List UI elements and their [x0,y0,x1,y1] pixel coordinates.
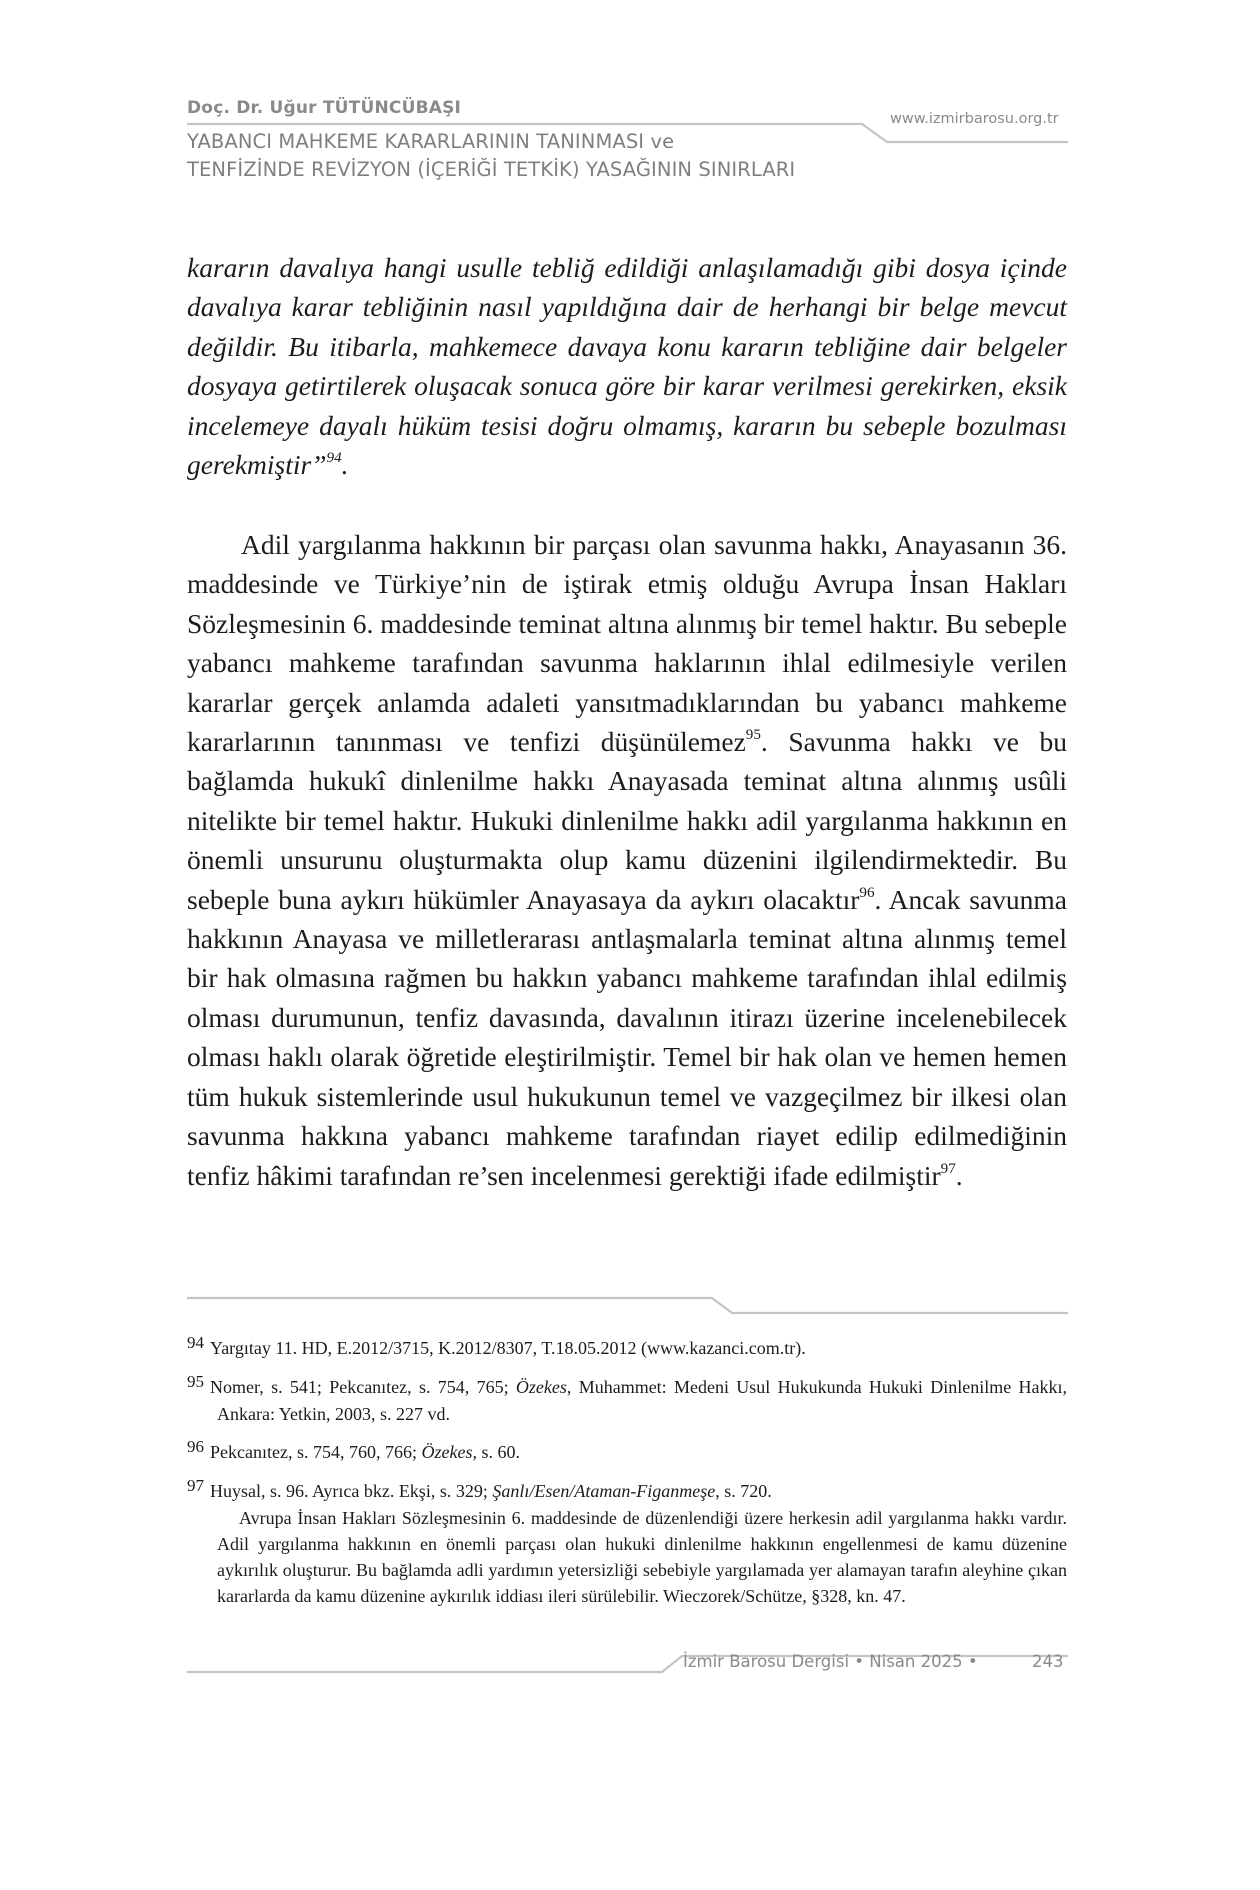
journal-name: İzmir Barosu Dergisi • Nisan 2025 • [683,1652,978,1671]
footnote-ref-97[interactable]: 97 [940,1160,956,1177]
footnote-author-italic: Özekes [421,1442,473,1462]
article-title [187,128,795,184]
author-name: Doç. Dr. Uğur TÜTÜNCÜBAŞI [187,98,462,118]
footnote-96 [187,1439,1067,1466]
quoted-court-decision [187,248,1067,484]
footnotes [187,1335,1067,1609]
footnote-number: 94 [187,1333,204,1352]
paragraph-segment-3: . Ancak savunma hakkının Anayasa ve milletlerarası antlaşmalarla teminat altına alınmış temel bir hak olmasına rağmen bu hakkın yabancı mahkeme tarafından ihlal edilmiş olması durumunun, tenfiz davasında, davalının itirazı üzerine incelenebilecek olması haklı olarak öğretide eleştirilmiştir. Temel bir hak olan ve hemen hemen tüm hukuk sistemlerinde usul hukukunun temel ve vazgeçilmez bir ilkesi olan savunma hakkına yabancı mahkeme tarafından riayet edilip edilmediğinin tenfiz hâkimi tarafından re’sen incelenmesi gerektiği ifade edilmiştir [187,883,1067,1191]
footnote-continuation-text: Avrupa İnsan Hakları Sözleşmesinin 6. maddesinde de düzenlendiği üzere herkesin adil yargılanma hakkı vardır. Adil yargılanma hakkının en önemli parçası olan hukuki dinlenilme hakkının engellenmesi de kamu düzenine aykırılık oluşturur. Bu bağlamda adli yardımın yetersizliği sebebiyle yargılamada yer alamayan tarafın aleyhine çıkan kararlarda da kamu düzenine aykırılık iddiası ileri sürülebilir. Wieczorek/Schütze, §328, kn. 47. [217,1508,1067,1606]
footnote-ref-95[interactable]: 95 [745,727,761,744]
footnote-authors-italic: Şanlı/Esen/Ataman-Figanmeşe [492,1481,716,1501]
paragraph-end: . [955,1159,963,1191]
article-title-line-2: TENFİZİNDE REVİZYON (İÇERİĞİ TETKİK) YASAĞININ SINIRLARI [187,158,796,181]
page-number: 243 [1032,1652,1064,1671]
footnote-number: 96 [187,1437,204,1456]
quote-text: kararın davalıya hangi usulle tebliğ edildiği anlaşılamadığı gibi dosya içinde davalıya karar tebliğinin nasıl yapıldığına dair de herhangi bir belge mevcut değildir. Bu itibarla, mahkemece davaya konu kararın tebliğine dair belgeler dosyaya getirtilerek oluşacak sonuca göre bir karar verilmesi gerekirken, eksik incelemeye dayalı hüküm tesisi doğru olmamış, kararın bu sebeple bozulması gerekmiştir” [187,252,1067,481]
paragraph-segment-1: Adil yargılanma hakkının bir parçası olan savunma hakkı, Anayasanın 36. maddesinde ve Türkiye’nin de iştirak etmiş olduğu Avrupa İnsan Hakları Sözleşmesinin 6. maddesinde teminat altına alınmış bir temel haktır. Bu sebeple yabancı mahkeme tarafından savunma haklarının ihlal edilmesiyle verilen kararlar gerçek anlamda adaleti yansıtmadıklarından bu yabancı mahkeme kararlarının tanınması ve tenfizi düşünülemez [187,529,1067,758]
website-link[interactable]: www.izmirbarosu.org.tr [890,111,1059,127]
footnote-author-italic: Özekes [515,1377,567,1397]
footnote-ref-96[interactable]: 96 [859,885,875,901]
body-paragraph [187,525,1067,1195]
footnote-94 [187,1335,1067,1362]
paragraph-segment-2: . Savunma hakkı ve bu bağlamda hukukî dinlenilme hakkı Anayasada teminat altına alınmış usûli nitelikte bir temel haktır. Hukuki dinlenilme hakkı adil yargılanma hakkının en önemli unsurunu oluşturmakta olup kamu düzenini ilgilendirmektedir. Bu sebeple buna aykırı hükümler Anayasaya da aykırı olacaktır [187,726,1067,915]
footnote-continuation [187,1505,1067,1609]
footnote-text: Yargıtay 11. HD, E.2012/3715, K.2012/8307, T.18.05.2012 (www.kazanci.com.tr). [210,1338,806,1358]
footnote-number: 95 [187,1372,204,1391]
quote-end: . [341,449,349,481]
article-title-line-1: YABANCI MAHKEME KARARLARININ TANINMASI ve [187,130,675,153]
footnote-text-part-2: , Muhammet: Medeni Usul Hukukunda Hukuki Dinlenilme Hakkı, Ankara: Yetkin, 2003, s. 227 vd. [217,1377,1067,1424]
footnote-text-part-2: , s. 60. [472,1442,520,1462]
footnote-number: 97 [187,1476,204,1495]
footnote-97 [187,1478,1067,1609]
footnote-ref-94[interactable]: 94 [326,450,342,467]
footnote-text-part-1: Nomer, s. 541; Pekcanıtez, s. 754, 765; [210,1377,516,1397]
footnote-text-part-1: Huysal, s. 96. Ayrıca bkz. Ekşi, s. 329; [210,1481,493,1501]
footnote-text-part-2: , s. 720. [715,1481,772,1501]
footnote-separator-rule [187,1298,1068,1313]
footnote-95 [187,1374,1067,1427]
footnote-text-part-1: Pekcanıtez, s. 754, 760, 766; [210,1442,422,1462]
